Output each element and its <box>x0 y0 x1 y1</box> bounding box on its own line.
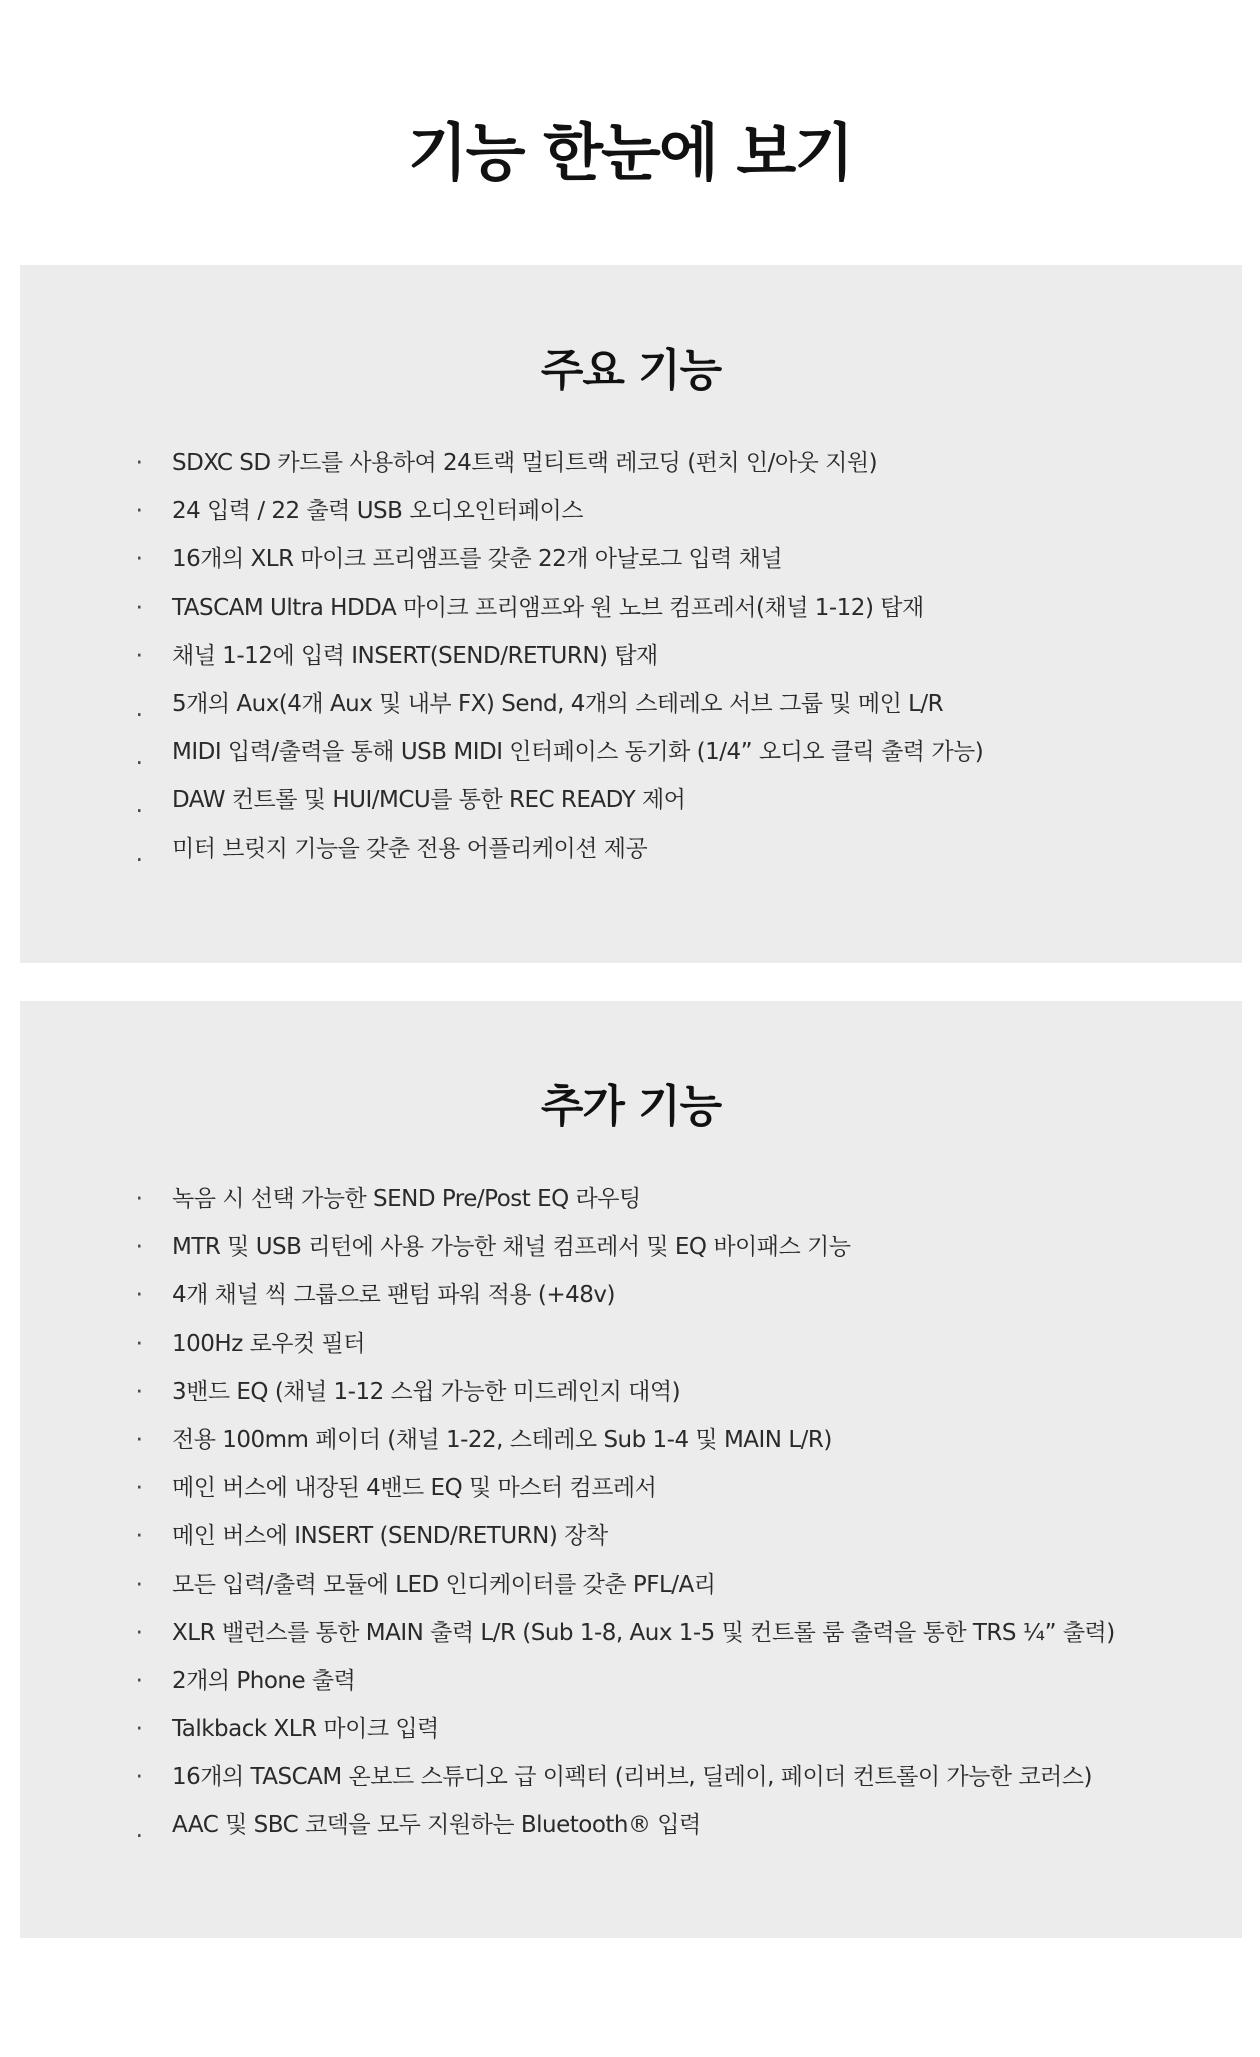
feature-text: TASCAM Ultra HDDA 마이크 프리앰프와 원 노브 컴프레서(채널 1-12) 탑재 <box>172 594 924 621</box>
feature-text: 전용 100mm 페이더 (채널 1-22, 스테레오 Sub 1-4 및 MAIN L/R) <box>172 1426 832 1453</box>
page-title: 기능 한눈에 보기 <box>407 116 853 189</box>
bullet-marker: · <box>135 1186 143 1212</box>
feature-text: 2개의 Phone 출력 <box>172 1667 356 1694</box>
feature-text: XLR 밸런스를 통한 MAIN 출력 L/R (Sub 1-8, Aux 1-5 및 컨트롤 룸 출력을 통한 TRS ¼” 출력) <box>172 1619 1115 1646</box>
feature-text: 24 입력 / 22 출력 USB 오디오인터페이스 <box>172 498 583 525</box>
main-features-panel <box>20 265 1242 963</box>
bullet-marker: . <box>135 744 143 771</box>
extra-features-panel <box>20 1001 1242 1938</box>
main-features-title: 주요 기능 <box>540 345 722 396</box>
feature-text: 미터 브릿지 기능을 갖춘 전용 어플리케이션 제공 <box>172 835 648 862</box>
feature-text: AAC 및 SBC 코덱을 모두 지원하는 Bluetooth® 입력 <box>172 1812 701 1839</box>
feature-text: 16개의 TASCAM 온보드 스튜디오 급 이펙터 (리버브, 딜레이, 페이더 컨트롤이 가능한 코러스) <box>172 1764 1092 1791</box>
bullet-marker: · <box>135 498 143 525</box>
bullet-marker: · <box>135 1234 143 1261</box>
feature-text: MTR 및 USB 리턴에 사용 가능한 채널 컴프레서 및 EQ 바이패스 기능 <box>172 1234 851 1261</box>
bullet-marker: · <box>135 1764 143 1791</box>
bullet-marker: . <box>135 840 143 867</box>
bullet-marker: . <box>135 1817 143 1844</box>
feature-text: MIDI 입력/출력을 통해 USB MIDI 인터페이스 동기화 (1/4” 오디오 클릭 출력 가능) <box>172 739 984 766</box>
bullet-marker: · <box>135 1378 143 1405</box>
feature-text: SDXC SD 카드를 사용하여 24트랙 멀티트랙 레코딩 (펀치 인/아웃 지원) <box>172 450 878 476</box>
bullet-marker: · <box>135 1475 143 1502</box>
bullet-marker: · <box>135 450 143 476</box>
feature-text: 100Hz 로우컷 필터 <box>172 1330 365 1357</box>
bullet-marker: . <box>135 792 143 819</box>
feature-text: 16개의 XLR 마이크 프리앰프를 갖춘 22개 아날로그 입력 채널 <box>172 546 783 573</box>
feature-text: DAW 컨트롤 및 HUI/MCU를 통한 REC READY 제어 <box>172 787 686 814</box>
feature-text: 모든 입력/출력 모듈에 LED 인디케이터를 갖춘 PFL/A리 <box>172 1571 716 1598</box>
bullet-marker: · <box>135 1619 143 1646</box>
bullet-marker: · <box>135 642 143 669</box>
extra-features-title: 추가 기능 <box>540 1081 722 1132</box>
bullet-marker: · <box>135 1716 143 1743</box>
feature-text: 3밴드 EQ (채널 1-12 스윕 가능한 미드레인지 대역) <box>172 1378 681 1405</box>
bullet-marker: · <box>135 1330 143 1357</box>
bullet-marker: · <box>135 1571 143 1598</box>
feature-text: 메인 버스에 INSERT (SEND/RETURN) 장착 <box>172 1523 608 1550</box>
feature-text: 메인 버스에 내장된 4밴드 EQ 및 마스터 컴프레서 <box>172 1475 657 1502</box>
bullet-marker: . <box>135 695 143 722</box>
feature-text: 5개의 Aux(4개 Aux 및 내부 FX) Send, 4개의 스테레오 서브 그룹 및 메인 L/R <box>172 690 944 717</box>
feature-text: 채널 1-12에 입력 INSERT(SEND/RETURN) 탑재 <box>172 642 658 669</box>
bullet-marker: · <box>135 1426 143 1453</box>
feature-text: 녹음 시 선택 가능한 SEND Pre/Post EQ 라우팅 <box>172 1186 641 1212</box>
bullet-marker: · <box>135 1282 143 1309</box>
bullet-marker: · <box>135 546 143 573</box>
feature-text: Talkback XLR 마이크 입력 <box>172 1716 439 1743</box>
bullet-marker: · <box>135 1523 143 1550</box>
bullet-marker: · <box>135 594 143 621</box>
bullet-marker: · <box>135 1667 143 1694</box>
feature-text: 4개 채널 씩 그룹으로 팬텀 파워 적용 (+48v) <box>172 1282 615 1309</box>
